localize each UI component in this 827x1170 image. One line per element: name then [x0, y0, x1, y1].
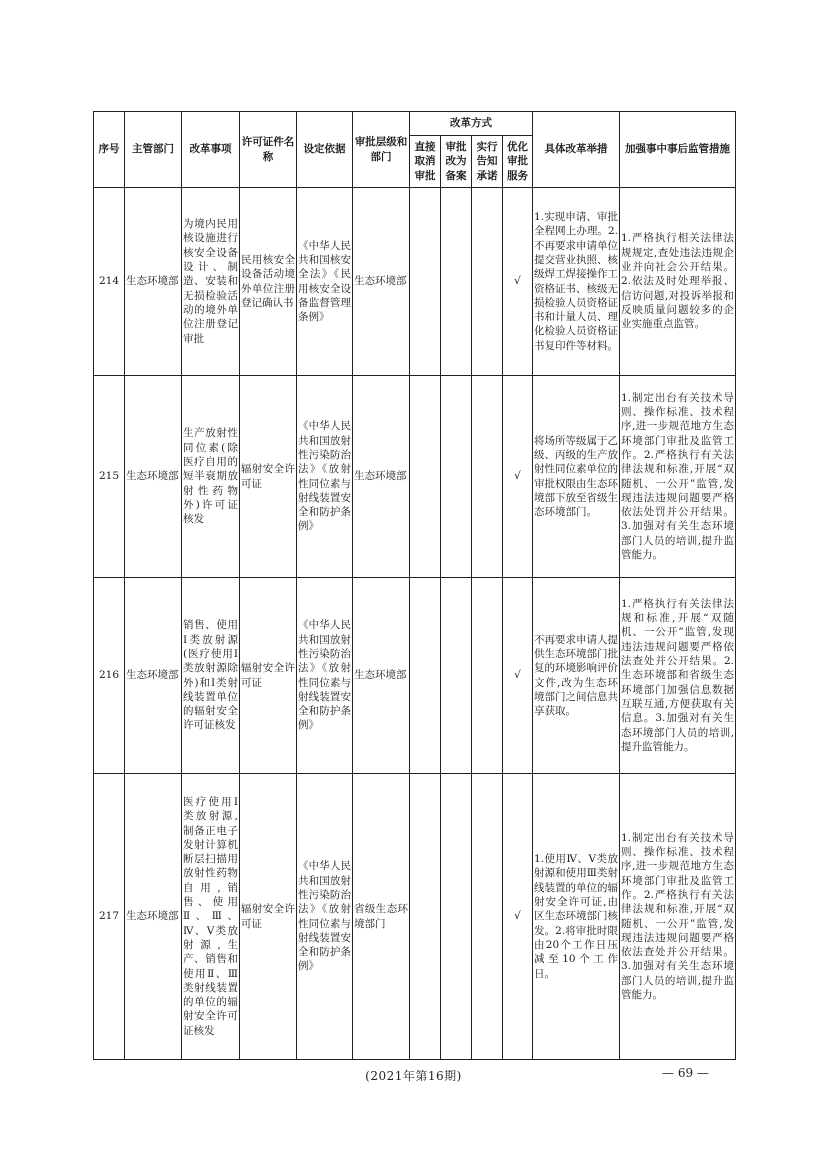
cell-level: 生态环境部 [353, 376, 410, 578]
table-row [94, 774, 736, 1060]
cell-basis: 《中华人民共和国放射性污染防治法》《放射性同位素与射线装置安全和防护条例》 [297, 774, 353, 1060]
cell-seq: 214 [94, 188, 125, 376]
header-direct-cancel: 直接取消审批 [410, 136, 441, 188]
cell-supervision: 1.制定出台有关技术导则、操作标准、技术程序,进一步规范地方生态环境部门审批及监管工作。2.严格执行有关法律法规和标准,开展“双随机、一公开”监管,发现违法违规问题要严格依法处罚并公开结果。3.加强对有关生态环境部门人员的培训,提升监管能力。 [620, 376, 736, 578]
cell-measures: 1.使用Ⅳ、Ⅴ类放射源和使用Ⅲ类射线装置的单位的辐射安全许可证,由区生态环境部门核发。2.将审批时限由20个工作日压减至10个工作日。 [533, 774, 620, 1060]
cell-level: 生态环境部 [353, 188, 410, 376]
cell-license: 辐射安全许可证 [240, 578, 297, 774]
header-to-filing: 审批改为备案 [441, 136, 472, 188]
cell-notify-commit [472, 578, 503, 774]
cell-license: 民用核安全设备活动境外单位注册登记确认书 [240, 188, 297, 376]
header-reform-group: 改革方式 [410, 112, 533, 136]
cell-direct-cancel [410, 578, 441, 774]
cell-optimize: √ [503, 376, 533, 578]
cell-measures: 1.实现申请、审批全程网上办理。2.不再要求申请单位提交营业执照、核级焊工焊接操作工资格证书、核级无损检验人员资格证书和计量人员、理化检验人员资格证书复印件等材料。 [533, 188, 620, 376]
header-basis: 设定依据 [297, 112, 353, 188]
table-row [94, 376, 736, 578]
header-license: 许可证件名称 [240, 112, 297, 188]
header-supervision: 加强事中事后监管措施 [620, 112, 736, 188]
cell-optimize: √ [503, 188, 533, 376]
cell-dept: 生态环境部 [125, 774, 182, 1060]
cell-measures: 将场所等级属于乙级、丙级的生产放射性同位素单位的审批权限由生态环境部下放至省级生态环境部门。 [533, 376, 620, 578]
cell-dept: 生态环境部 [125, 188, 182, 376]
header-measures: 具体改革举措 [533, 112, 620, 188]
cell-supervision: 1.严格执行相关法律法规规定,查处违法违规企业并向社会公开结果。2.依法及时处理举报、信访问题,对投诉举报和反映质量问题较多的企业实施重点监管。 [620, 188, 736, 376]
page-number: — 69 — [662, 1066, 709, 1080]
cell-basis: 《中华人民共和国放射性污染防治法》《放射性同位素与射线装置安全和防护条例》 [297, 376, 353, 578]
table-row [94, 188, 736, 376]
cell-measures: 不再要求申请人提供生态环境部门批复的环境影响评价文件,改为生态环境部门之间信息共享获取。 [533, 578, 620, 774]
cell-supervision: 1.制定出台有关技术导则、操作标准、技术程序,进一步规范地方生态环境部门审批及监管工作。2.严格执行有关法律法规和标准,开展“双随机、一公开”监管,发现违法违规问题要严格依法查处并公开结果。3.加强对有关生态环境部门人员的培训,提升监管能力。 [620, 774, 736, 1060]
cell-item: 生产放射性同位素(除医疗自用的短半衰期放射性药物外)许可证核发 [182, 376, 240, 578]
cell-item: 为境内民用核设施进行核安全设备设计、制造、安装和无损检验活动的境外单位注册登记审批 [182, 188, 240, 376]
cell-item: 销售、使用Ⅰ类放射源(医疗使用Ⅰ类放射源除外)和Ⅰ类射线装置单位的辐射安全许可证核发 [182, 578, 240, 774]
cell-to-filing [441, 376, 472, 578]
header-optimize: 优化审批服务 [503, 136, 533, 188]
cell-optimize: √ [503, 774, 533, 1060]
cell-notify-commit [472, 774, 503, 1060]
cell-seq: 217 [94, 774, 125, 1060]
reform-table [93, 111, 736, 1060]
cell-to-filing [441, 774, 472, 1060]
cell-basis: 《中华人民共和国核安全法》《民用核安全设备监督管理条例》 [297, 188, 353, 376]
cell-license: 辐射安全许可证 [240, 376, 297, 578]
cell-optimize: √ [503, 578, 533, 774]
cell-item: 医疗使用Ⅰ类放射源,制备正电子发射计算机断层扫描用放射性药物自用,销售、使用Ⅱ、Ⅲ、Ⅳ、Ⅴ类放射源,生产、销售和使用Ⅱ、Ⅲ类射线装置的单位的辐射安全许可证核发 [182, 774, 240, 1060]
cell-direct-cancel [410, 376, 441, 578]
header-item: 改革事项 [182, 112, 240, 188]
cell-seq: 216 [94, 578, 125, 774]
cell-notify-commit [472, 188, 503, 376]
header-level: 审批层级和部门 [353, 112, 410, 188]
cell-notify-commit [472, 376, 503, 578]
cell-direct-cancel [410, 774, 441, 1060]
cell-level: 省级生态环境部门 [353, 774, 410, 1060]
cell-license: 辐射安全许可证 [240, 774, 297, 1060]
cell-supervision: 1.严格执行有关法律法规和标准,开展“双随机、一公开”监管,发现违法违规问题要严格依法查处并公开结果。2.生态环境部和省级生态环境部门加强信息数据互联互通,方便获取有关信息。3.加强对有关生态环境部门人员的培训,提升监管能力。 [620, 578, 736, 774]
header-dept: 主管部门 [125, 112, 182, 188]
cell-seq: 215 [94, 376, 125, 578]
table-row [94, 578, 736, 774]
cell-direct-cancel [410, 188, 441, 376]
header-notify-commit: 实行告知承诺 [472, 136, 503, 188]
cell-dept: 生态环境部 [125, 578, 182, 774]
cell-level: 生态环境部 [353, 578, 410, 774]
header-seq: 序号 [94, 112, 125, 188]
cell-dept: 生态环境部 [125, 376, 182, 578]
cell-to-filing [441, 188, 472, 376]
cell-basis: 《中华人民共和国放射性污染防治法》《放射性同位素与射线装置安全和防护条例》 [297, 578, 353, 774]
cell-to-filing [441, 578, 472, 774]
issue-number: (2021年第16期) [365, 1069, 462, 1083]
